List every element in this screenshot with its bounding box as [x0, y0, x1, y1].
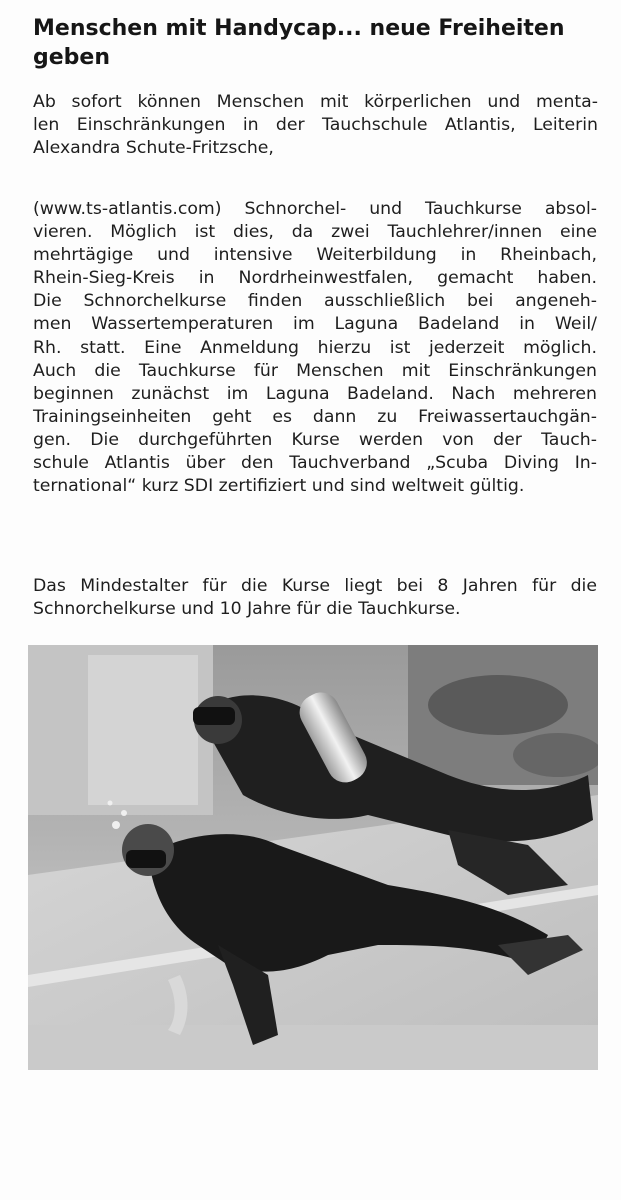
- text-line: ternational“ kurz SDI zertifiziert und sind weltweit gültig.: [33, 476, 525, 497]
- text-line: Trainingseinheiten geht es dann zu Freiwassertauchgän-: [33, 406, 597, 427]
- headline-line: geben: [33, 45, 110, 70]
- air-bubble: [112, 821, 120, 829]
- text-line: Alexandra Schute-Fritzsche,: [33, 138, 274, 159]
- text-line: beginnen zunächst im Laguna Badeland. Nach mehreren: [33, 383, 597, 404]
- text-line: gen. Die durchgeführten Kurse werden von der Tauch-: [33, 429, 597, 450]
- text-line: Ab sofort können Menschen mit körperlichen und menta-: [33, 92, 598, 112]
- text-line: (www.ts-atlantis.com) Schnorchel- und Tauchkurse absol-: [33, 199, 597, 219]
- pool-wall-panel: [88, 655, 198, 805]
- text-line: Auch die Tauchkurse für Menschen mit Einschränkungen: [33, 360, 597, 381]
- floor-foreground: [28, 1025, 598, 1070]
- paragraph-intro: [33, 91, 598, 160]
- air-bubble: [121, 810, 127, 816]
- article-headline: [33, 14, 593, 72]
- headline-line: Menschen mit Handycap... neue Freiheiten: [33, 16, 565, 41]
- text-line: schule Atlantis über den Tauchverband „Scuba Diving In-: [33, 453, 597, 474]
- air-bubble: [108, 801, 113, 806]
- diving-mask: [126, 850, 166, 868]
- text-line: vieren. Möglich ist dies, da zwei Tauchlehrer/innen eine: [33, 222, 597, 243]
- photo-illustration: [28, 645, 598, 1070]
- background-diver: [428, 675, 568, 735]
- text-line: men Wassertemperaturen im Laguna Badeland in Weil/: [33, 314, 597, 335]
- paragraph-body: [33, 198, 597, 498]
- text-line: Rh. statt. Eine Anmeldung hierzu ist jederzeit möglich.: [33, 337, 597, 358]
- paragraph-age: [33, 575, 597, 621]
- text-line: Das Mindestalter für die Kurse liegt bei 8 Jahren für die: [33, 576, 597, 596]
- diving-mask: [193, 707, 235, 725]
- text-line: Rhein-Sieg-Kreis in Nordrheinwestfalen, gemacht haben.: [33, 268, 597, 289]
- divers-in-pool-photo: [28, 645, 598, 1070]
- text-line: mehrtägige und intensive Weiterbildung in Rheinbach,: [33, 245, 597, 266]
- text-line: len Einschränkungen in der Tauchschule Atlantis, Leiterin: [33, 115, 598, 136]
- text-line: Schnorchelkurse und 10 Jahre für die Tauchkurse.: [33, 599, 461, 620]
- text-line: Die Schnorchelkurse finden ausschließlich bei angeneh-: [33, 291, 597, 312]
